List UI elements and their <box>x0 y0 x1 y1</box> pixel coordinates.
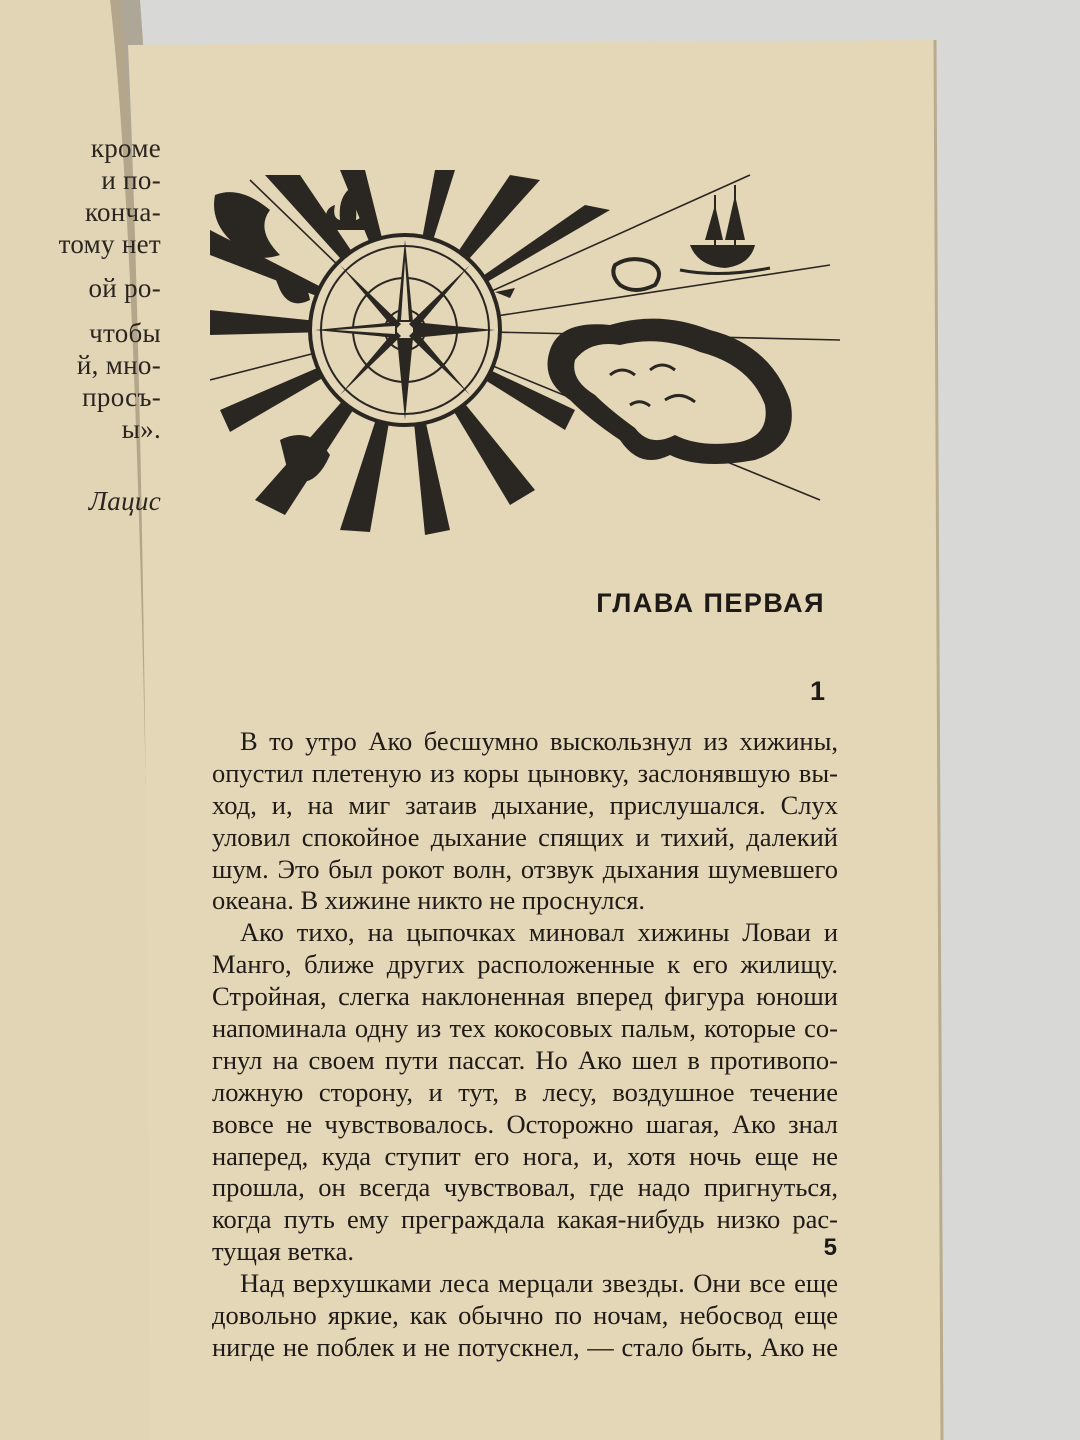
text-line: Над верхушками леса мерцали звезды. Они все еще <box>240 1268 838 1299</box>
text-line: когда путь ему преграждала какая-нибудь низко рас- <box>212 1204 838 1235</box>
left-page-signature: Лацис <box>88 486 161 516</box>
text-line: наперед, куда ступит его нога, и, хотя ночь еще не <box>212 1140 838 1171</box>
left-page-line: кончa- <box>84 197 161 227</box>
text-line: нигде не поблек и не потускнел, — стало быть, Ако не <box>212 1331 838 1362</box>
text-line: тущая ветка. <box>212 1236 355 1267</box>
left-page-line: чтобы <box>89 318 161 348</box>
compass-rose-map-icon <box>210 170 840 535</box>
left-page-line: тому нет <box>58 229 161 259</box>
text-line: шум. Это был рокот волн, отзвук дыхания шумевшего <box>212 853 838 884</box>
section-number: 1 <box>809 676 825 706</box>
text-line: Манго, ближе других расположенные к его жилищу. <box>212 949 838 980</box>
page-number: 5 <box>823 1234 837 1261</box>
text-line: довольно яркие, как обычно по ночам, небосвод еще <box>212 1300 838 1331</box>
left-page-line: просъ- <box>82 382 161 412</box>
text-line: Ако тихо, на цыпочках миновал хижины Ловаи и <box>240 917 838 948</box>
chapter-title: ГЛАВА ПЕРВАЯ <box>596 588 825 618</box>
text-line: вовсе не чувствовалось. Осторожно шагая, Ако знал <box>212 1108 838 1139</box>
text-line: океана. В хижине никто не проснулся. <box>212 885 646 916</box>
text-line: Стройная, слегка наклоненная вперед фигура юноши <box>212 981 838 1012</box>
left-page-line: й, мно- <box>76 350 161 380</box>
text-line: В то утро Ако бесшумно выскользнул из хижины, <box>240 726 838 756</box>
text-line: уловил спокойное дыхание спящих и тихий, далекий <box>212 821 838 852</box>
left-page-line: и по- <box>101 165 161 195</box>
left-page-line: кроме <box>90 133 161 163</box>
text-line: опустил плетеную из коры цыновку, заслонявшую вы- <box>212 757 838 788</box>
text-line: ход, и, на миг затаив дыхание, прислушался. Слух <box>212 789 838 820</box>
left-page-line: ой ро- <box>88 273 161 303</box>
text-line: прошла, он всегда чувствовал, где надо пригнуться, <box>212 1172 838 1203</box>
left-page-fragment <box>0 0 165 1440</box>
text-line: напоминала одну из тех кокосовых пальм, которые со- <box>212 1013 838 1044</box>
text-line: ложную сторону, и тут, в лесу, воздушное течение <box>212 1076 838 1107</box>
body-text <box>212 726 838 1364</box>
text-line: гнул на своем пути пассат. Но Ако шел в противопо- <box>212 1044 838 1075</box>
left-page-line: ы». <box>121 414 161 444</box>
